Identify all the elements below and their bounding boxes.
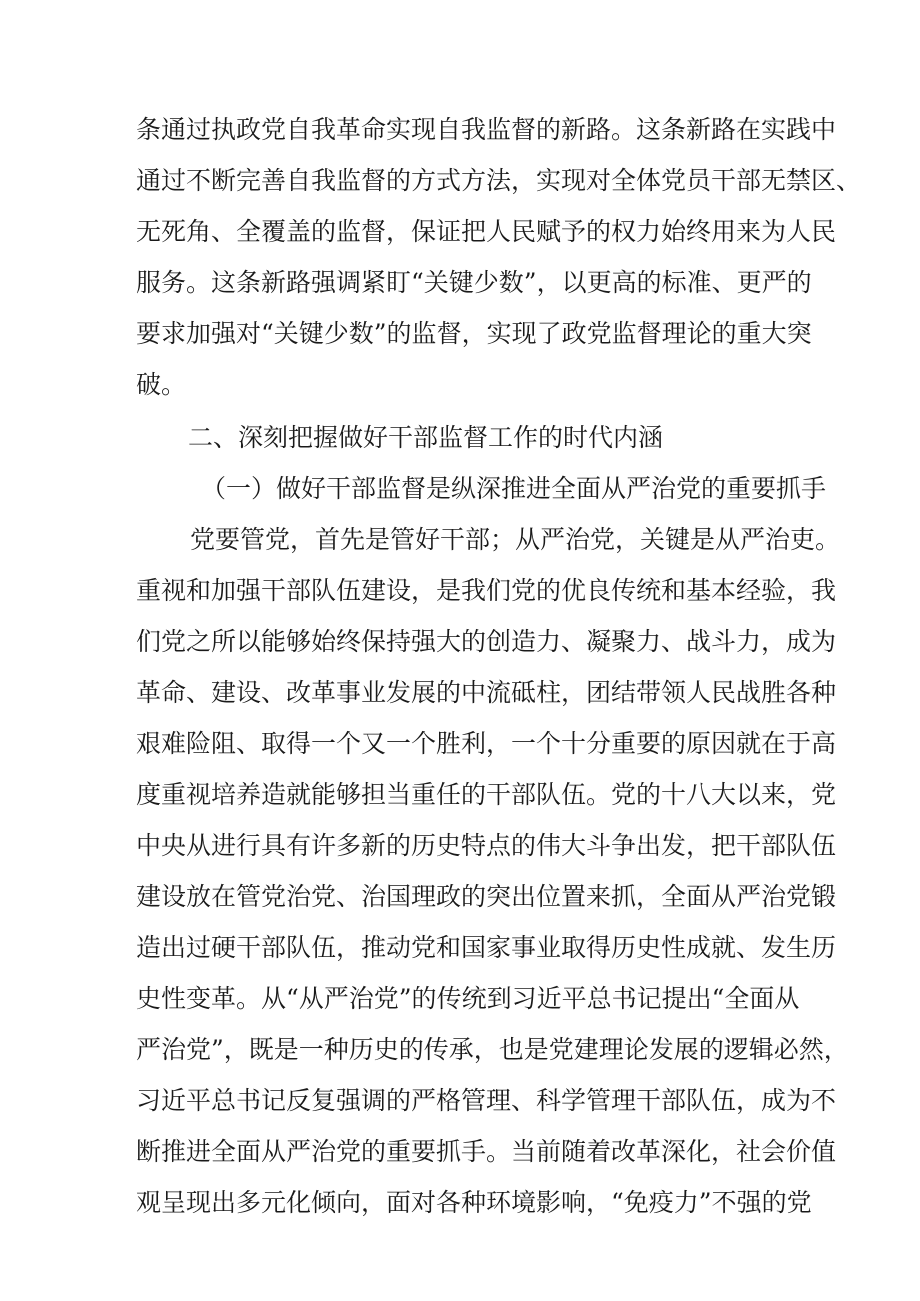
paragraph-2-line-5: 艰难险阻、取得一个又一个胜利，一个十分重要的原因就在于高 — [136, 729, 837, 758]
paragraph-2-line-2: 重视和加强干部队伍建设，是我们党的优良传统和基本经验，我 — [136, 576, 837, 605]
paragraph-2-line-1: 党要管党，首先是管好干部；从严治党，关键是从严治吏。 — [190, 525, 841, 554]
paragraph-2-line-12: 习近平总书记反复强调的严格管理、科学管理干部队伍，成为不 — [136, 1086, 837, 1115]
paragraph-2-line-7: 中央从进行具有许多新的历史特点的伟大斗争出发，把干部队伍 — [136, 831, 837, 860]
paragraph-1-line-3: 无死角、全覆盖的监督，保证把人民赋予的权力始终用来为人民 — [136, 217, 837, 246]
paragraph-2-line-13: 断推进全面从严治党的重要抓手。当前随着改革深化，社会价值 — [136, 1137, 837, 1166]
paragraph-1-line-2: 通过不断完善自我监督的方式方法，实现对全体党员干部无禁区、 — [136, 166, 862, 195]
subsection-heading: （一）做好干部监督是纵深推进全面从严治党的重要抓手 — [201, 474, 827, 503]
section-heading: 二、深刻把握做好干部监督工作的时代内涵 — [188, 423, 664, 452]
paragraph-1-line-5: 要求加强对“关键少数”的监督，实现了政党监督理论的重大突 — [136, 319, 812, 348]
paragraph-2-line-11: 严治党”，既是一种历史的传承，也是党建理论发展的逻辑必然， — [136, 1035, 849, 1064]
paragraph-2-line-4: 革命、建设、改革事业发展的中流砥柱，团结带领人民战胜各种 — [136, 678, 837, 707]
paragraph-2-line-9: 造出过硬干部队伍，推动党和国家事业取得历史性成就、发生历 — [136, 933, 837, 962]
paragraph-2-line-6: 度重视培养造就能够担当重任的干部队伍。党的十八大以来，党 — [136, 780, 837, 809]
paragraph-2-line-3: 们党之所以能够始终保持强大的创造力、凝聚力、战斗力，成为 — [136, 627, 837, 656]
paragraph-2-line-10: 史性变革。从“从严治党”的传统到习近平总书记提出“全面从 — [136, 984, 800, 1013]
paragraph-1-line-6: 破。 — [136, 370, 187, 399]
paragraph-2-line-14: 观呈现出多元化倾向，面对各种环境影响，“免疫力”不强的党 — [136, 1188, 812, 1217]
paragraph-1-line-4: 服务。这条新路强调紧盯“关键少数”，以更高的标准、更严的 — [136, 268, 812, 297]
paragraph-1-line-1: 条通过执政党自我革命实现自我监督的新路。这条新路在实践中 — [136, 115, 837, 144]
paragraph-2-line-8: 建设放在管党治党、治国理政的突出位置来抓，全面从严治党锻 — [136, 882, 837, 911]
